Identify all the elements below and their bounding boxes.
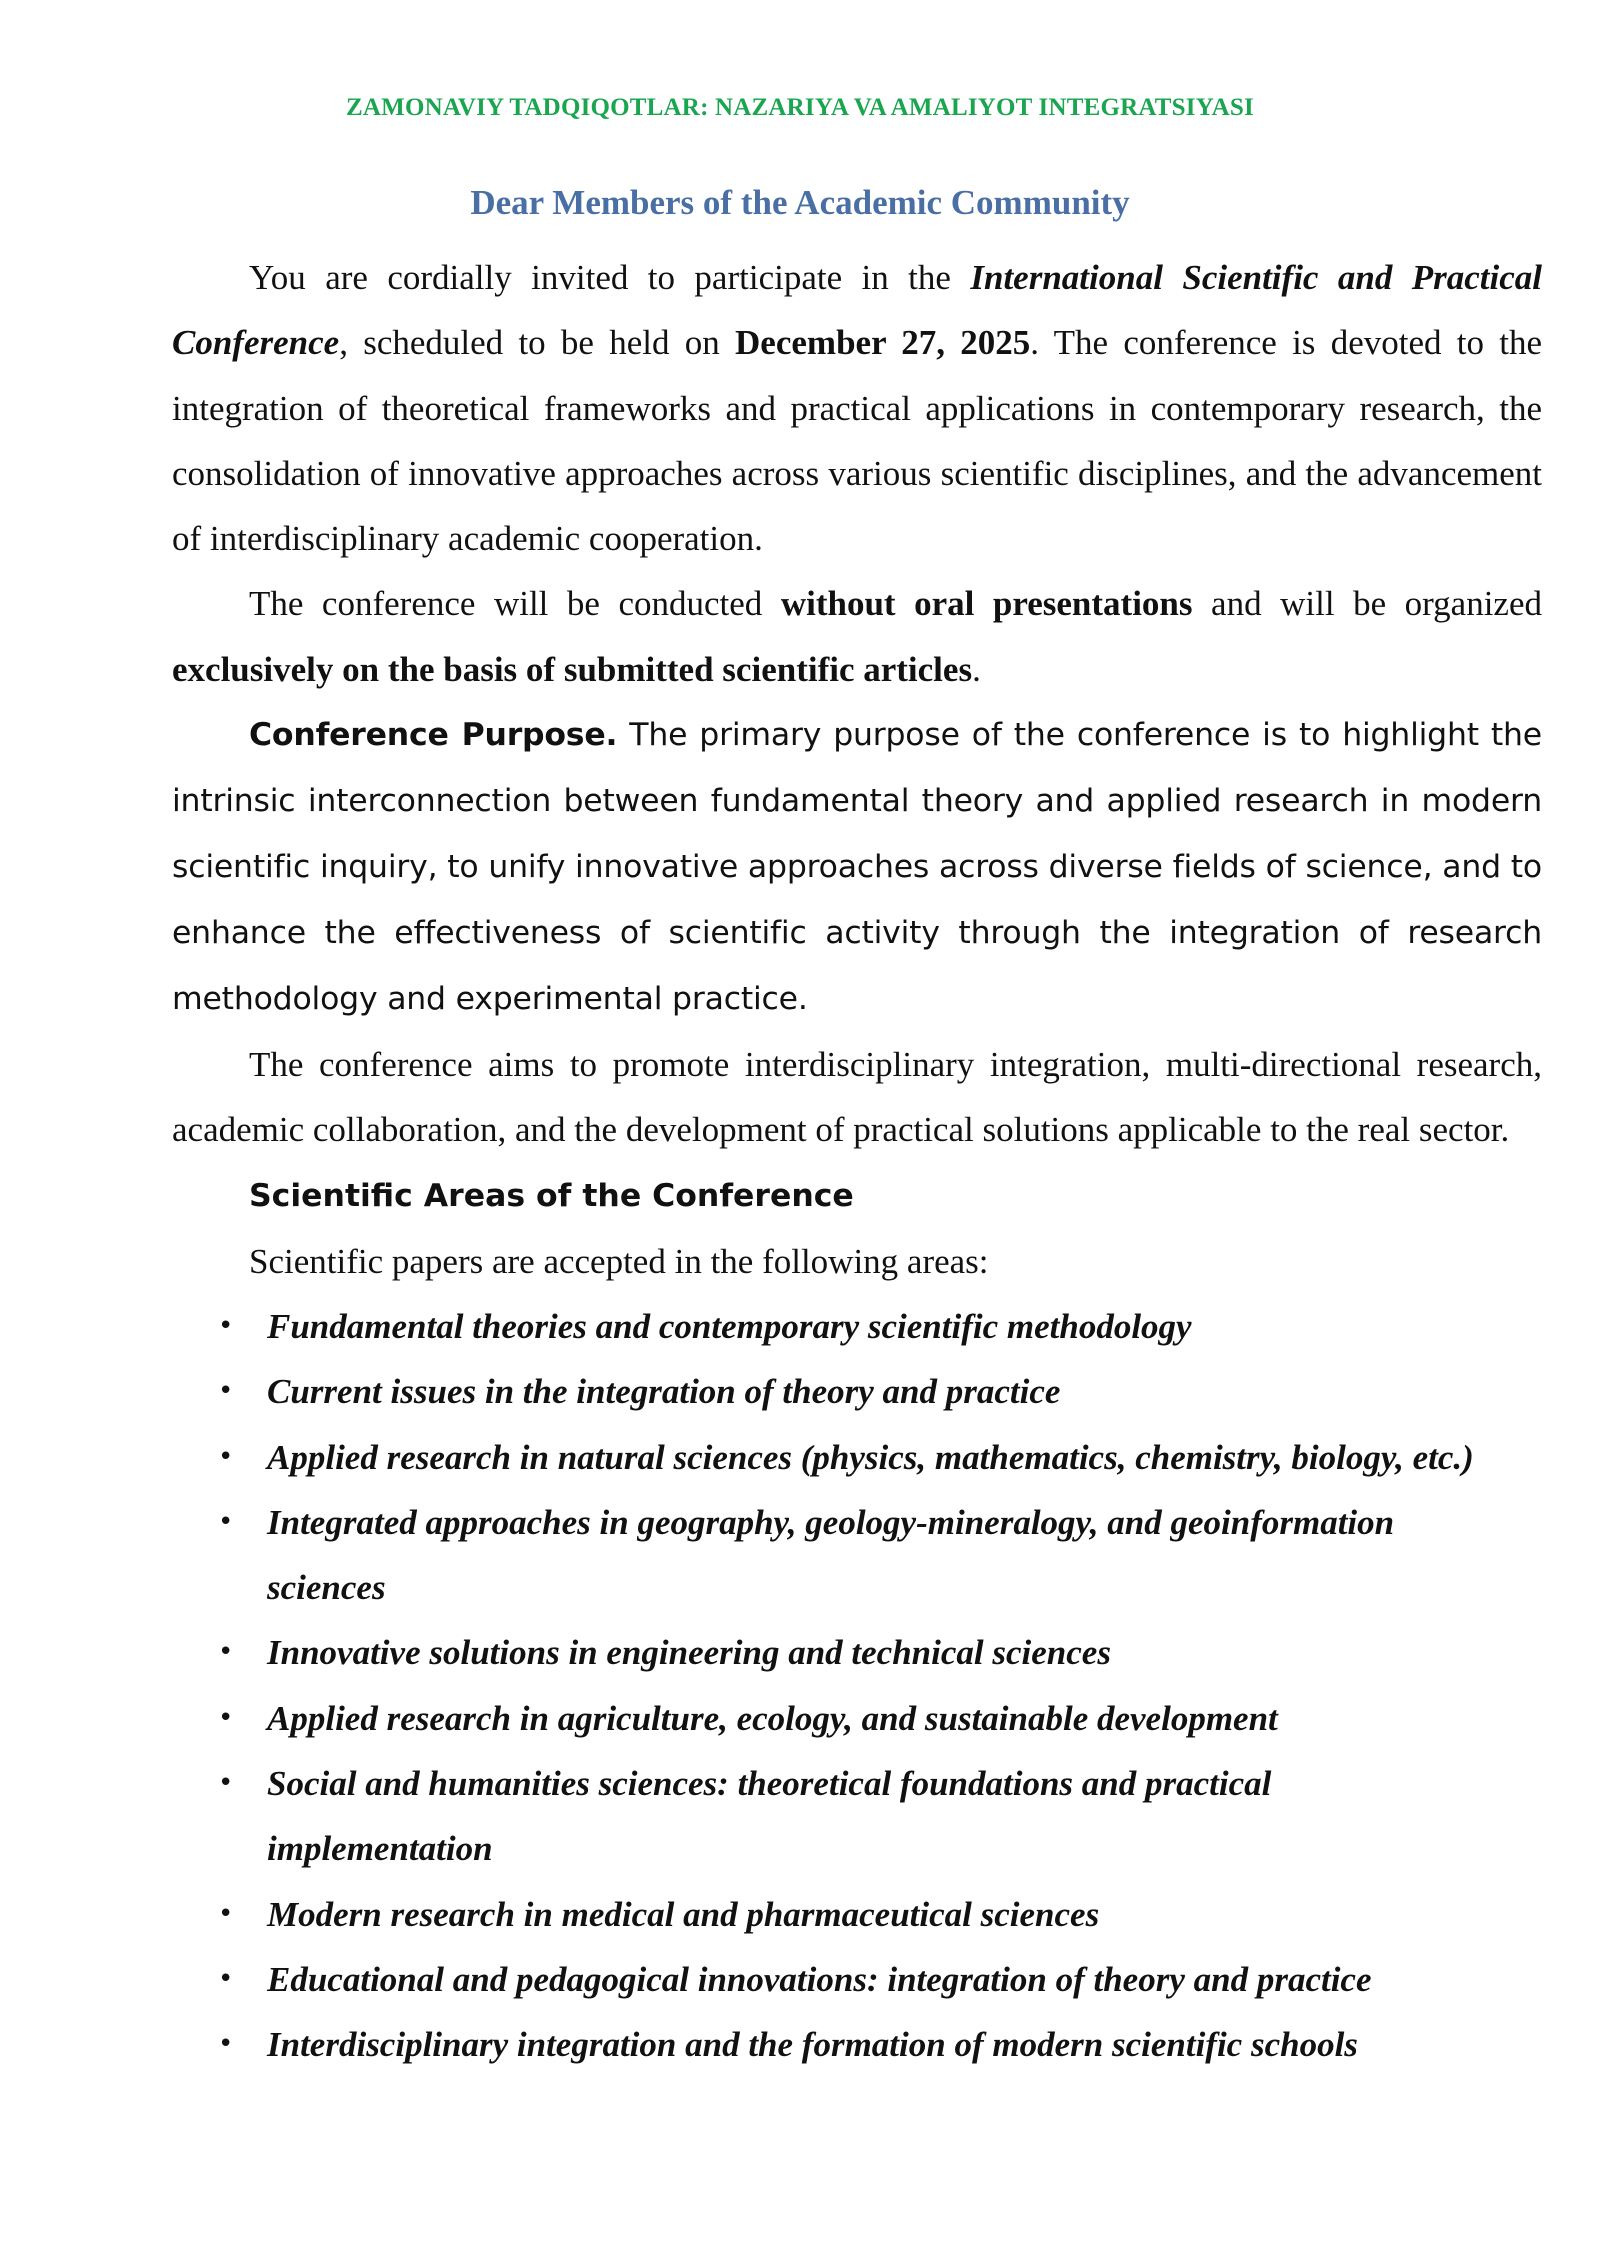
format-text-2: and will be organized (1192, 584, 1542, 624)
area-text: Applied research in agriculture, ecology, and sustainable development (267, 1698, 1278, 1738)
bullet-icon: • (218, 1506, 234, 1537)
bullet-icon: • (218, 1376, 234, 1407)
conference-name: International Scientific and Practical Conference (172, 258, 1542, 363)
format-text-3: . (972, 649, 981, 689)
bullet-icon: • (218, 1898, 234, 1929)
list-item (172, 1359, 1542, 1424)
areas-heading: Scientific Areas of the Conference (249, 1177, 854, 1214)
area-text: Innovative solutions in engineering and technical sciences (267, 1633, 1111, 1673)
bullet-icon: • (218, 1963, 234, 1994)
page-title: Dear Members of the Academic Community (470, 183, 1130, 222)
list-item (172, 1490, 1542, 1621)
areas-lead: Scientific papers are accepted in the following areas: (249, 1241, 989, 1281)
area-text: Current issues in the integration of theory and practice (267, 1372, 1061, 1412)
aims-paragraph: The conference aims to promote interdisciplinary integration, multi-directional research, academic collaboration, and the development of practical solutions applicable to the real sector. (172, 1045, 1542, 1150)
area-text: Educational and pedagogical innovations: integration of theory and practice (267, 1959, 1372, 1999)
bullet-icon: • (218, 1702, 234, 1733)
area-text: Integrated approaches in geography, geology-mineralogy, and geoinformation sciences (267, 1502, 1395, 1608)
intro-text-2: , scheduled to be held on (339, 323, 736, 363)
list-item (172, 1620, 1542, 1685)
format-emphasis-2: exclusively on the basis of submitted scientific articles (172, 649, 973, 689)
list-item (172, 1751, 1542, 1882)
conference-date: December 27, 2025 (735, 323, 1031, 363)
list-item (172, 1425, 1542, 1490)
document-body (172, 245, 1542, 2078)
area-text: Modern research in medical and pharmaceutical sciences (267, 1894, 1100, 1934)
list-item (172, 2012, 1542, 2077)
list-item (172, 1294, 1542, 1359)
intro-paragraph (172, 245, 1542, 571)
bullet-icon: • (218, 1310, 234, 1341)
list-item (172, 1947, 1542, 2012)
purpose-label: Conference Purpose. (249, 717, 618, 754)
format-text-1: The conference will be conducted (249, 584, 781, 624)
area-text: Applied research in natural sciences (physics, mathematics, chemistry, biology, etc.) (267, 1437, 1474, 1477)
list-item (172, 1686, 1542, 1751)
area-text: Social and humanities sciences: theoretical foundations and practical implementation (267, 1764, 1272, 1869)
purpose-text: The primary purpose of the conference is to highlight the intrinsic interconnection between fundamental theory and applied research in modern scientific inquiry, to unify innovative approaches across diverse fields of science, and to enhance the effectiveness of scientific activity through the integration of research methodology and experimental practice. (172, 717, 1542, 1018)
bullet-icon: • (218, 1441, 234, 1472)
purpose-paragraph (172, 702, 1542, 1032)
area-text: Interdisciplinary integration and the formation of modern scientific schools (267, 2025, 1358, 2065)
running-header: ZAMONAVIY TADQIQOTLAR: NAZARIYA VA AMALIYOT INTEGRATSIYASI (346, 94, 1254, 121)
format-emphasis-1: without oral presentations (780, 584, 1193, 624)
format-paragraph (172, 571, 1542, 702)
bullet-icon: • (218, 1637, 234, 1668)
areas-list (172, 1294, 1542, 2078)
intro-text-3: . The conference is devoted to the integration of theoretical frameworks and practical applications in contemporary research, the consolidation of innovative approaches across various scientific disciplines, and the advancement of interdisciplinary academic cooperation. (172, 323, 1543, 559)
intro-text-1: You are cordially invited to participate in the (249, 258, 971, 297)
bullet-icon: • (218, 1768, 234, 1799)
bullet-icon: • (218, 2029, 234, 2060)
list-item (172, 1882, 1542, 1947)
area-text: Fundamental theories and contemporary scientific methodology (267, 1306, 1192, 1346)
